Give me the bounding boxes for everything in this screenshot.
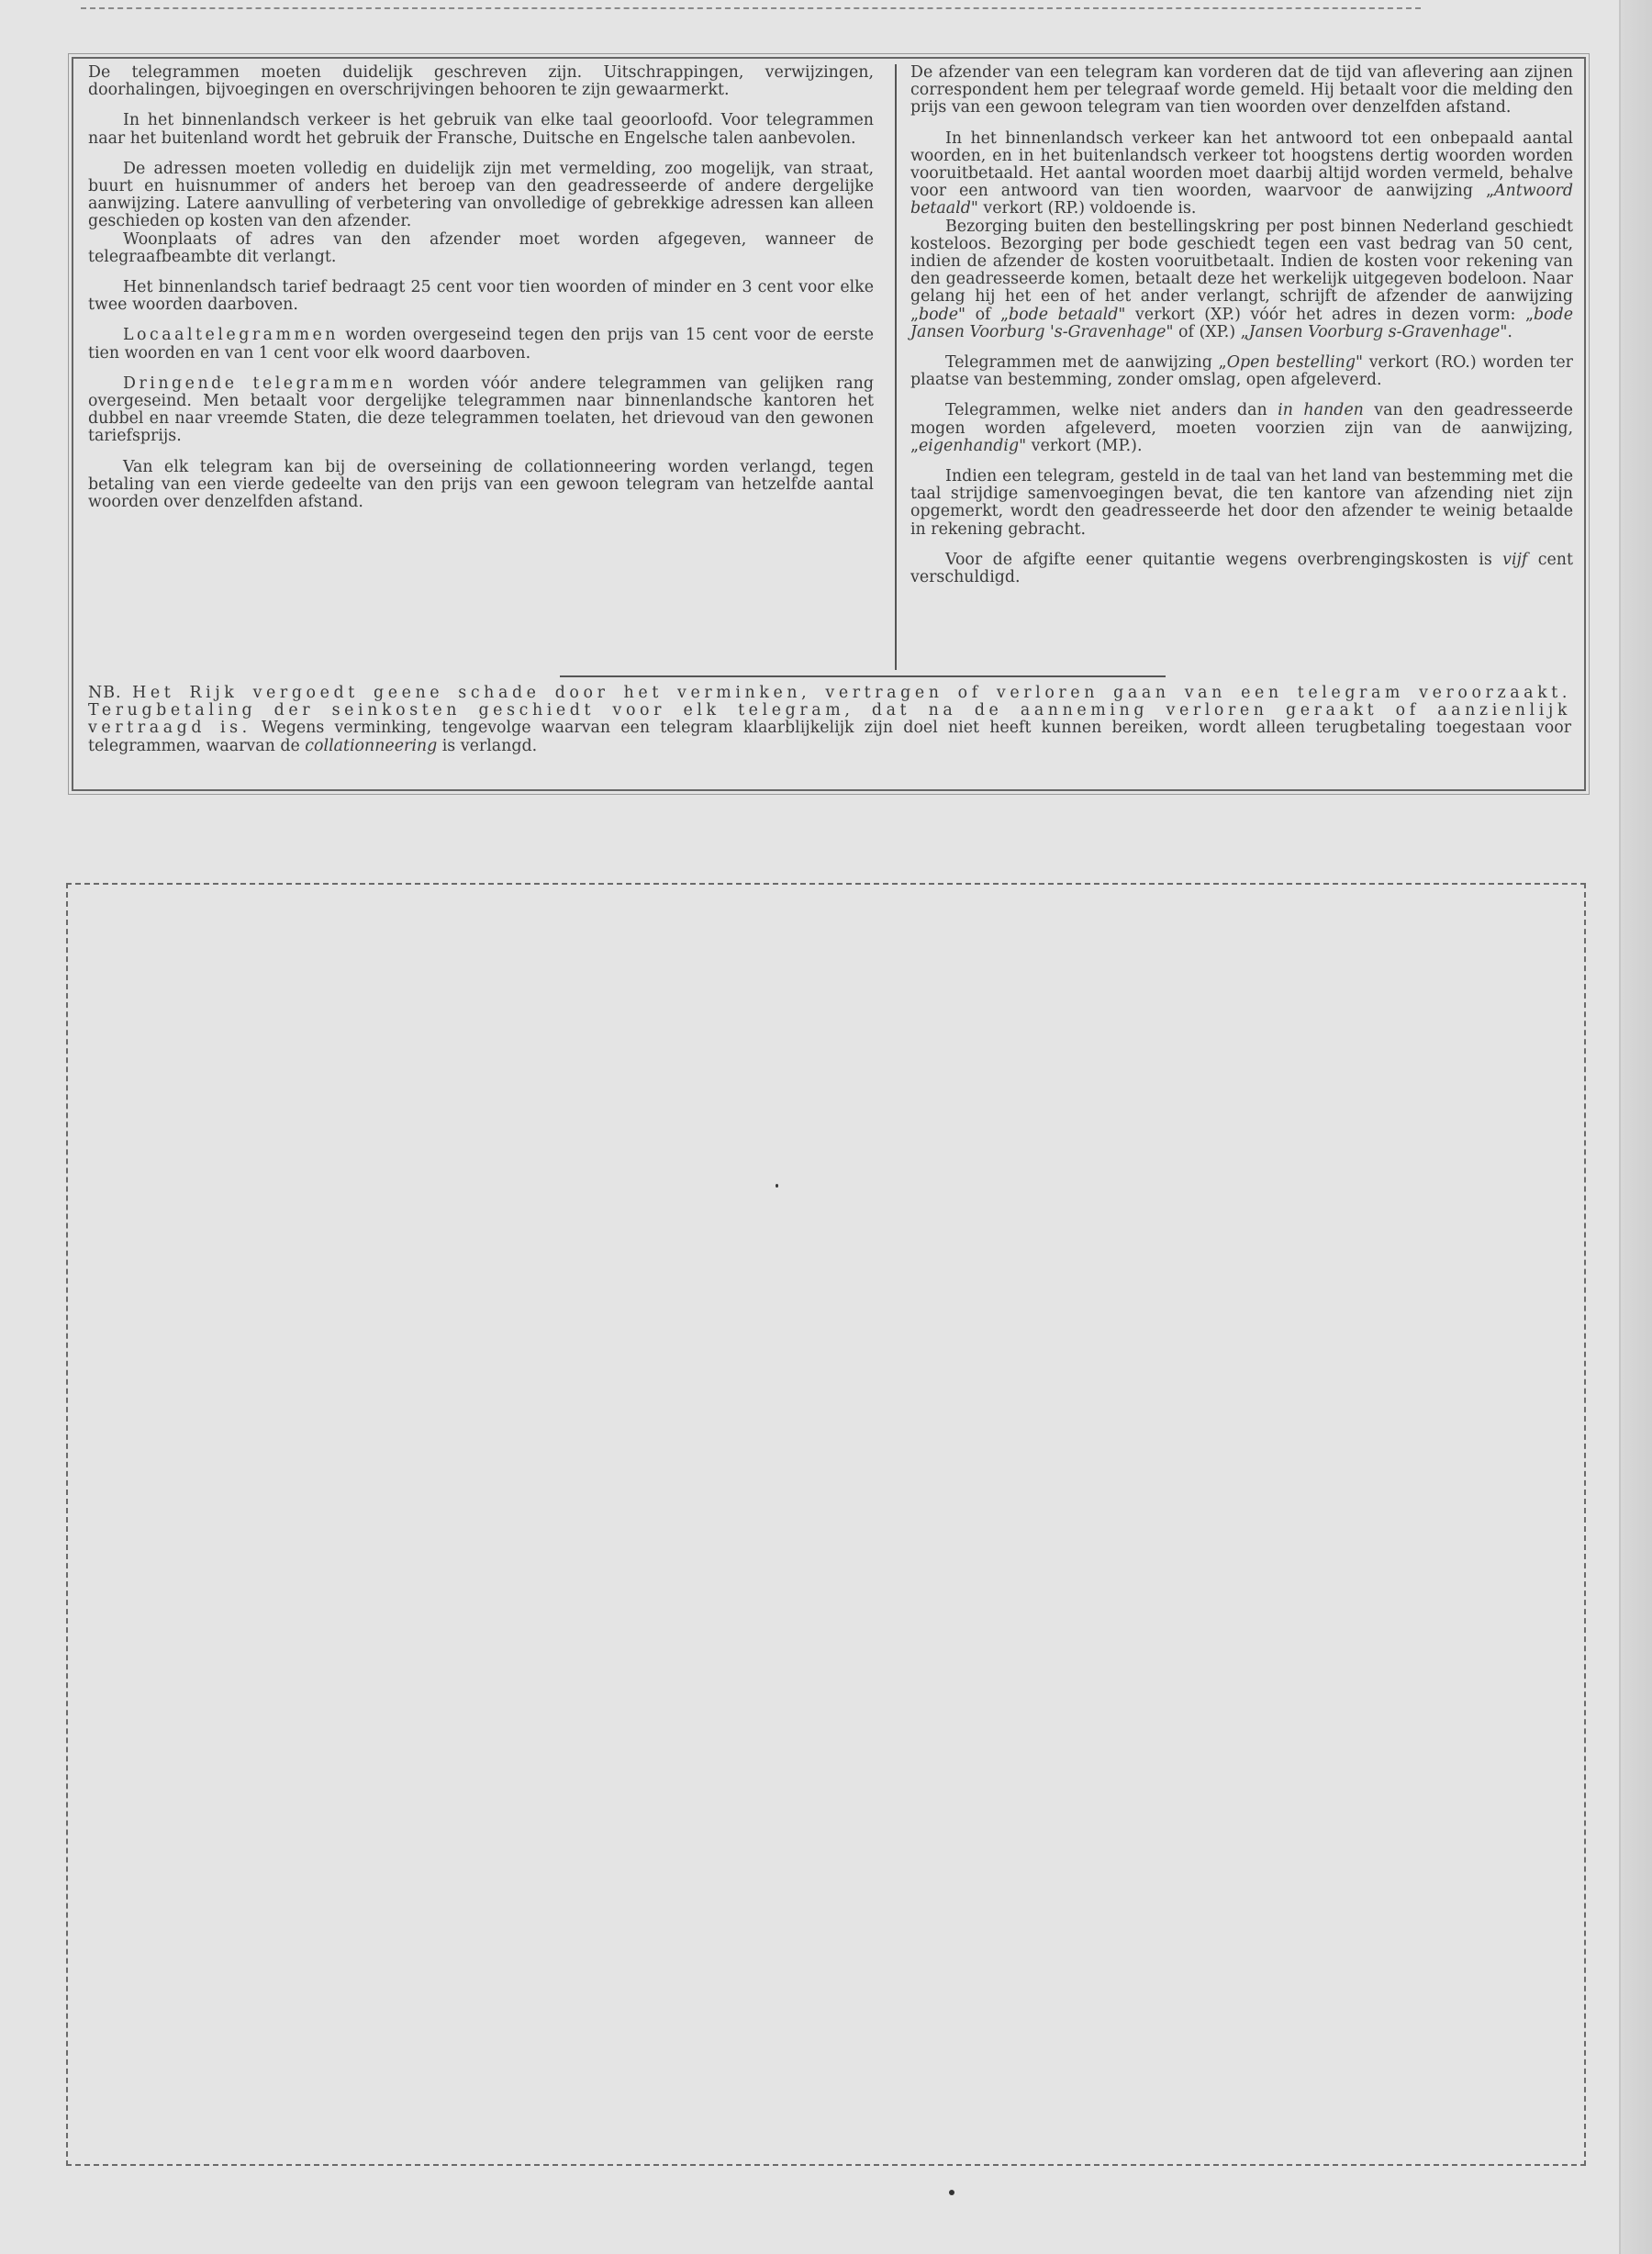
top-dashed-rule: [81, 7, 1421, 9]
paragraph-sender-address: Woonplaats of adres van den afzender moet worden afgegeven, wanneer de telegraafbeambte dit verlangt.: [88, 229, 874, 266]
paragraph-urgent-telegrams: [88, 375, 874, 446]
nb-separator-rule: [560, 675, 1166, 677]
paragraph-addresses: De adressen moeten volledig en duidelijk zijn met vermelding, zoo mogelijk, van straat, buurt en huisnummer of anders het beroep van den geadresseerde of andere dergelijke aanwijzing. Latere aanvulling of verbetering van onvolledige of gebrekkige adressen kan alleen geschieden op kosten van den afzender.: [88, 159, 874, 231]
courier-example-1: bode Jansen Voorburg 's-Gravenhage: [910, 305, 1573, 341]
paragraph-receipt-fee: [910, 552, 1573, 586]
blank-form-area: [66, 883, 1586, 2166]
courier-text-2: " of „: [958, 305, 1010, 324]
paragraph-personal-delivery: [910, 402, 1573, 455]
receipt-fee-text-1: Voor de afgifte eener quitantie wegens overbrengingskosten is: [945, 550, 1503, 569]
nb-collation-term: collationneering: [305, 736, 438, 755]
paragraph-legibility: De telegrammen moeten duidelijk geschreven zijn. Uitschrappingen, verwijzingen, doorhalingen, bijvoegingen en overschrijvingen behooren te zijn gewaarmerkt.: [88, 63, 874, 100]
ink-speck: [949, 2190, 954, 2195]
paragraph-language: In het binnenlandsch verkeer is het gebruik van elke taal geoorloofd. Voor telegrammen naar het buitenland wordt het gebruik der Fransche, Duitsche en Engelsche talen aanbevolen.: [88, 111, 874, 148]
courier-text-5: ".: [1500, 322, 1512, 341]
paragraph-courier-delivery: [910, 218, 1573, 341]
paragraph-domestic-tariff: Het binnenlandsch tarief bedraagt 25 cent voor tien woorden of minder en 3 cent voor elke twee woorden daarboven.: [88, 278, 874, 315]
nb-mutilation-text: Wegens verminking, tengevolge waarvan een telegram klaarblijkelijk zijn doel niet heeft kunnen bereiken, wordt alleen terugbetaling toegestaan voor telegrammen, waarvan de: [88, 719, 1572, 755]
paragraph-collation: Van elk telegram kan bij de overseining de collationneering worden verlangd, tegen betaling van een vierde gedeelte van den prijs van een gewoon telegram van hetzelfde aantal woorden over denzelfden afstand.: [88, 457, 874, 512]
prepaid-reply-term: Antwoord betaald: [910, 182, 1573, 218]
left-column: [88, 64, 883, 666]
nb-mutilation-end: is verlangd.: [437, 736, 538, 755]
courier-text-4: " of (XP.) „: [1166, 322, 1249, 341]
personal-delivery-text-1: Telegrammen, welke niet anders dan: [945, 401, 1278, 420]
open-delivery-text-1: Telegrammen met de aanwijzing „: [945, 353, 1227, 373]
paragraph-delivery-notice: De afzender van een telegram kan vorderen dat de tijd van aflevering aan zijnen correspondent hem per telegraaf worde gemeld. Hij betaalt voor die melding den prijs van een gewoon telegram van tien woorden over denzelfden afstand.: [910, 63, 1573, 117]
courier-term-bode-betaald: bode betaald: [1009, 305, 1119, 324]
personal-delivery-term-1: in handen: [1278, 401, 1364, 420]
receipt-fee-amount: vijf: [1502, 550, 1528, 569]
nb-label: NB.: [88, 684, 122, 702]
paragraph-prepaid-reply: [910, 130, 1573, 218]
nb-notice: [88, 685, 1571, 755]
paragraph-language-combinations: Indien een telegram, gesteld in de taal van het land van bestemming met die taal strijdige samenvoegingen bevat, die ten kantore van afzending niet zijn opgemerkt, wordt den geadresseerde het door den afzender te weinig betaalde in rekening gebracht.: [910, 467, 1573, 539]
urgent-telegrams-lead: Dringende telegrammen: [123, 374, 396, 393]
paragraph-open-delivery: [910, 354, 1573, 389]
right-column: [910, 64, 1573, 666]
telegram-regulations-box: [72, 57, 1586, 791]
personal-delivery-text-3: " verkort (MP.).: [1019, 436, 1143, 455]
prepaid-reply-abbrev: " verkort (RP.) voldoende is.: [970, 199, 1197, 218]
receipt-fee-text-2: cent verschuldigd.: [910, 550, 1573, 587]
page-edge-shadow: [1619, 0, 1652, 2254]
courier-text-3: " verkort (XP.) vóór het adres in dezen vorm: „: [1118, 305, 1534, 324]
prepaid-reply-text: In het binnenlandsch verkeer kan het antwoord tot een onbepaald aantal woorden, en in het buitenlandsch verkeer tot hoogstens dertig woorden worden vooruitbetaald. Het aantal woorden moet daarbij altijd worden vermeld, behalve voor een antwoord van tien woorden, waarvoor de aanwijzing „: [910, 128, 1573, 201]
courier-text-1: Bezorging buiten den bestellingskring per post binnen Nederland geschiedt kosteloos. Bezorging per bode geschiedt tegen een vast bedrag van 50 cent, indien de afzender de kosten vooruitbetaalt. Indien de kosten voor rekening van den geadresseerde komen, betaalt deze het werkelijk uitgegeven bodeloon. Naar gelang hij het een of het ander verlangt, schrijft de afzender de aanwijzing „: [910, 217, 1573, 324]
local-telegrams-lead: Locaaltelegrammen: [123, 326, 339, 345]
courier-example-2: Jansen Voorburg s-Gravenhage: [1248, 322, 1501, 341]
ink-speck: [776, 1184, 778, 1188]
nb-liability-statement: Het Rijk vergoedt geene schade door het verminken, vertragen of verloren gaan van een telegram veroorzaakt.: [132, 684, 1571, 702]
nb-refund-statement: Terugbetaling der seinkosten geschiedt voor elk telegram, dat na de aanneming verloren geraakt of aanzienlijk vertraagd is.: [88, 701, 1571, 738]
paragraph-local-telegrams: [88, 327, 874, 362]
open-delivery-text-2: " verkort (RO.) worden ter plaatse van bestemming, zonder omslag, open afgeleverd.: [910, 353, 1573, 390]
column-divider: [895, 64, 897, 670]
urgent-telegrams-text: worden vóór andere telegrammen van gelijken rang overgeseind. Men betaalt voor dergelijke telegrammen naar binnenlandsche kantoren het dubbel en naar vreemde Staten, die deze telegrammen toelaten, het drievoud van den gewonen tariefsprijs.: [88, 374, 874, 446]
personal-delivery-text-2: van den geadresseerde mogen worden afgeleverd, moeten voorzien zijn van de aanwijzing, „: [910, 401, 1573, 455]
personal-delivery-term-2: eigenhandig: [919, 436, 1020, 455]
local-telegrams-text: worden overgeseind tegen den prijs van 15 cent voor de eerste tien woorden en van 1 cent voor elk woord daarboven.: [88, 326, 874, 363]
courier-term-bode: bode: [919, 305, 959, 324]
open-delivery-term: Open bestelling: [1226, 353, 1356, 373]
